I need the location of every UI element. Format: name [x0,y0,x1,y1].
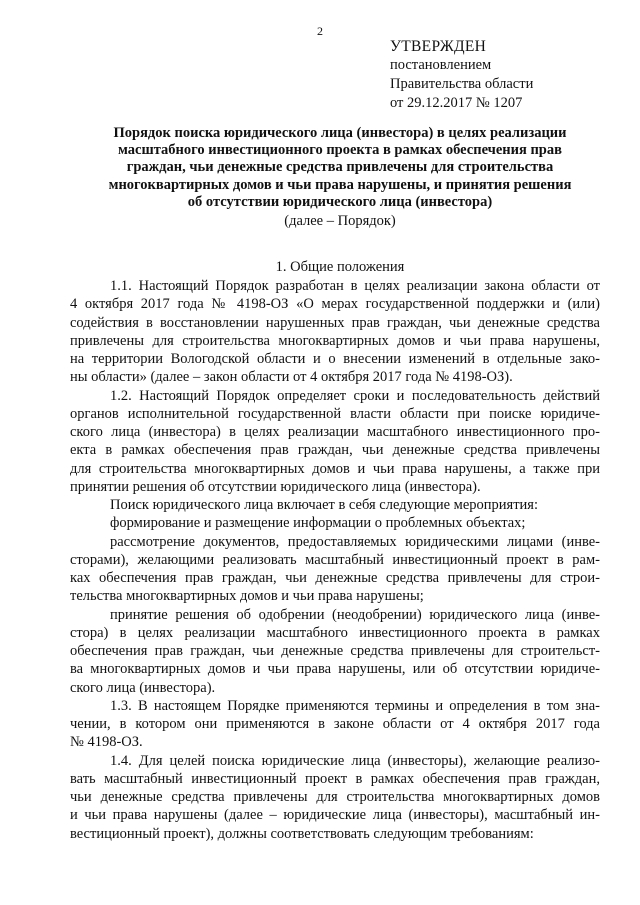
text-line: ках обеспечения прав граждан, чьи денежные средства привлечены для строи- [70,570,600,586]
text-line: на территории Вологодской области и о внесении изменений в отдельные зако- [70,351,600,367]
section-heading: 1. Общие положения [275,259,405,275]
text-line: 1.3. В настоящем Порядке применяются термины и определения в том зна- [110,697,600,714]
approval-stamp [390,37,533,113]
text-line: ва многоквартирных домов и чьи права нарушены, или об отсутствии юридиче- [70,661,600,678]
text-line: сторами), желающими реализовать масштабный инвестиционный проект в рам- [70,551,600,568]
text-line: содействия в восстановлении нарушенных прав граждан, чьи денежные средства [70,314,600,331]
text-line: стора) в целях реализации масштабного инвестиционного проекта в рамках [70,624,600,641]
text-line: формирование и размещение информации о проблемных объектах; [110,515,526,532]
text-line: ны области» (далее – закон области от 4 октября 2017 года № 4198-ОЗ). [70,369,513,386]
text-line: принятие решения об одобрении (неодобрении) юридического лица (инве- [110,606,600,623]
body-text [70,277,600,843]
text-line: тельства многоквартирных домов и чьи права нарушены; [70,588,424,605]
title-line: многоквартирных домов и чьи права нарушены, и принятия решения [108,176,572,193]
approval-line: от 29.12.2017 № 1207 [390,95,523,111]
text-line: 1.1. Настоящий Порядок разработан в целях реализации закона области от [110,278,600,294]
text-line: 1.4. Для целей поиска юридические лица (инвесторы), желающие реализо- [110,752,600,769]
text-line: 1.2. Настоящий Порядок определяет сроки и последовательность действий [110,387,600,404]
approval-line: постановлением [390,57,492,73]
text-line: 4 октября 2017 года № 4198-ОЗ «О мерах государственной поддержки и (или) [70,296,600,313]
text-line: органов исполнительной государственной власти области при поиске юридиче- [70,405,600,422]
text-line: чьи денежные средства привлечены для строительства многоквартирных домов [70,789,600,805]
approval-heading: УТВЕРЖДЕН [390,38,487,55]
text-line: ского лица (инвестора). [70,679,216,696]
text-line: № 4198-ОЗ. [70,734,143,751]
text-line: ского лица (инвестора) в целях реализации масштабного инвестиционного про- [70,424,600,440]
title-line: масштабного инвестиционного проекта в рамках обеспечения прав [118,142,562,159]
text-line: привлечены для строительства многоквартирных домов и чьи права нарушены, [70,332,600,349]
text-line: екта в рамках обеспечения прав граждан, чьи денежные средства привлечены [70,442,600,459]
title-line: об отсутствии юридического лица (инвестора) [187,193,493,210]
text-line: для строительства многоквартирных домов и чьи права нарушены, а также при [70,460,600,477]
title-line: Порядок поиска юридического лица (инвестора) в целях реализации [113,125,567,141]
approval-line: Правительства области [390,76,534,92]
text-line: обеспечения прав граждан, чьи денежные средства привлечены для строительст- [70,643,600,659]
text-line: рассмотрение документов, предоставляемых юридическими лицами (инве- [110,533,600,550]
text-line: чении, в котором они применяются в законе области от 4 октября 2017 года [70,716,600,732]
document-subtitle: (далее – Порядок) [284,213,396,229]
text-line: Поиск юридического лица включает в себя следующие мероприятия: [110,497,538,513]
text-line: вать масштабный инвестиционный проект в рамках обеспечения прав граждан, [70,770,600,787]
text-line: вестиционный проект), должны соответствовать следующим требованиям: [70,825,534,842]
document-title [95,125,585,211]
text-line: принятии решения об отсутствии юридического лица (инвестора). [70,478,481,495]
text-line: и чьи права нарушены (далее – юридические лица (инвесторы), масштабный ин- [70,807,600,824]
title-line: граждан, чьи денежные средства привлечены для строительства [126,159,554,176]
page-number: 2 [317,24,323,38]
